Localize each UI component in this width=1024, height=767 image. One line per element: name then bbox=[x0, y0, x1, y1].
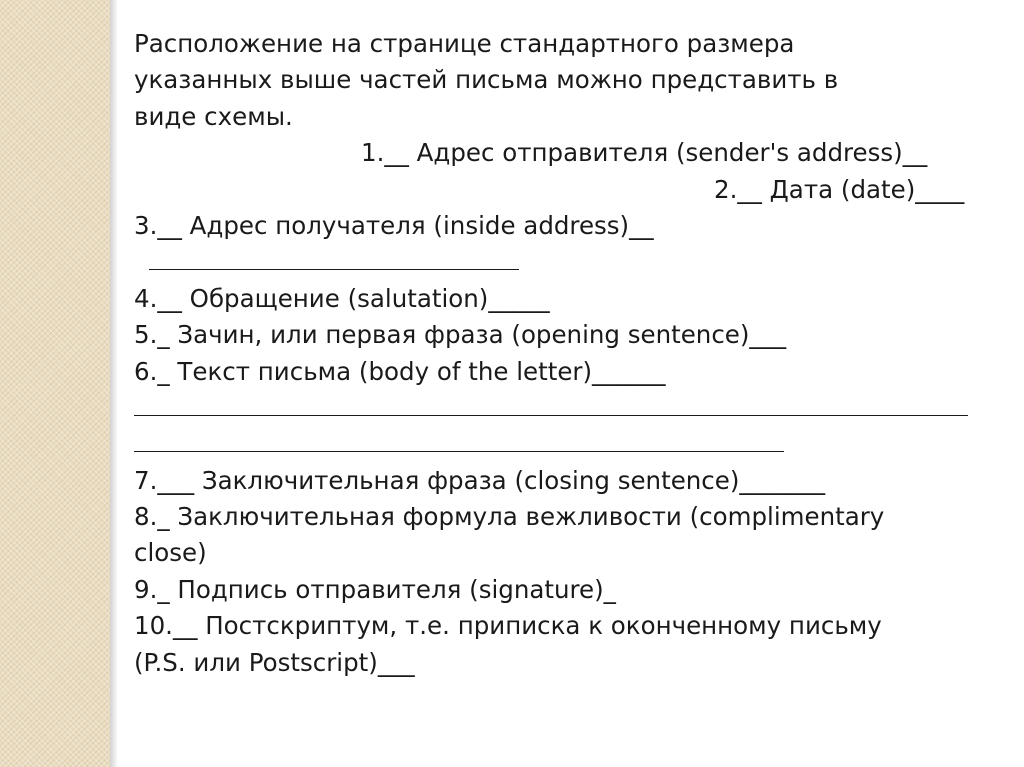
item-closing-sentence: 7.___ Заключительная фраза (closing sentence)_______ bbox=[134, 465, 826, 495]
item-sender-address: 1.__ Адрес отправителя (sender's address)__ bbox=[361, 138, 928, 168]
item-postscript-1: 10.__ Постскриптум, т.е. приписка к оконченному письму bbox=[134, 611, 882, 641]
item-opening-sentence: 5._ Зачин, или первая фраза (opening sentence)___ bbox=[134, 320, 787, 350]
blank-rule bbox=[134, 427, 784, 452]
item-complimentary-close-2: close) bbox=[134, 538, 207, 568]
intro-line-1: Расположение на странице стандартного размера bbox=[134, 29, 795, 58]
slide-text-body bbox=[134, 26, 974, 681]
item-date: 2.__ Дата (date)____ bbox=[714, 174, 965, 204]
blank-rule bbox=[134, 391, 968, 416]
item-complimentary-close-1: 8._ Заключительная формула вежливости (complimentary bbox=[134, 502, 885, 532]
blank-rule bbox=[149, 245, 519, 270]
item-signature: 9._ Подпись отправителя (signature)_ bbox=[134, 574, 616, 604]
decorative-side-border bbox=[0, 0, 110, 767]
side-border-shadow bbox=[110, 0, 118, 767]
item-salutation: 4.__ Обращение (salutation)_____ bbox=[134, 283, 550, 313]
item-postscript-2: (P.S. или Postscript)___ bbox=[134, 647, 415, 677]
item-inside-address: 3.__ Адрес получателя (inside address)__ bbox=[134, 210, 654, 240]
address-blank-line bbox=[134, 244, 974, 280]
intro-line-2: указанных выше частей письма можно представить в bbox=[134, 65, 839, 95]
body-blank-line-1 bbox=[134, 390, 974, 426]
intro-line-3: виде схемы. bbox=[134, 101, 293, 131]
body-blank-line-2 bbox=[134, 426, 974, 462]
item-body: 6._ Текст письма (body of the letter)______ bbox=[134, 356, 666, 386]
